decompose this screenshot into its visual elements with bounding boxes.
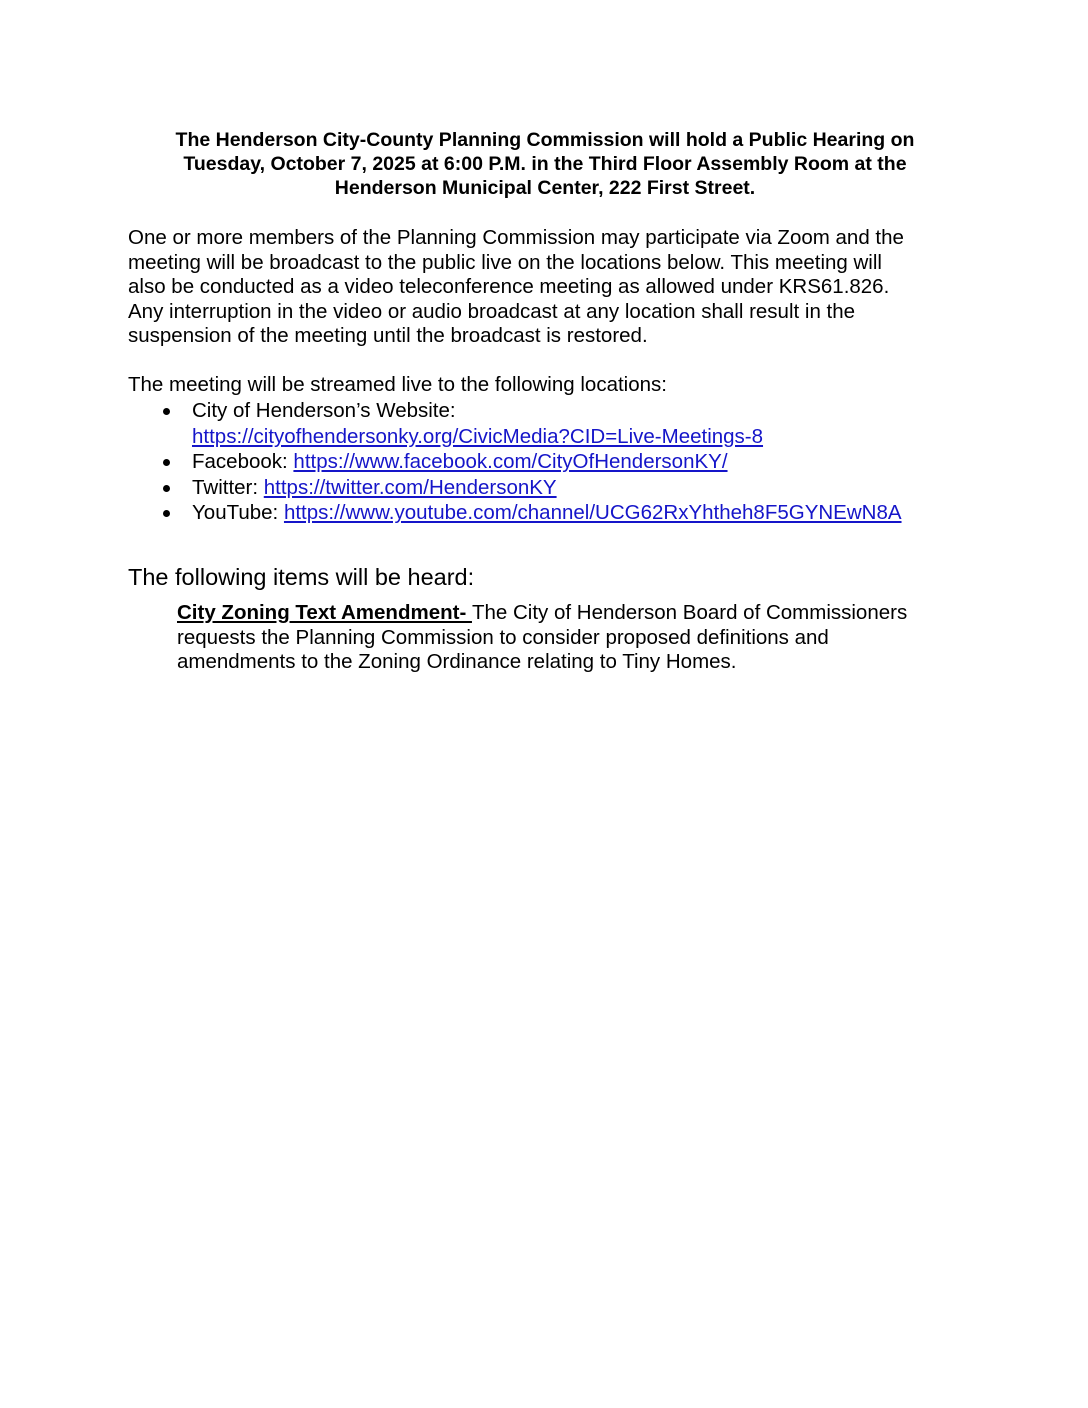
heading-line: Henderson Municipal Center, 222 First Street. [334,177,756,199]
paragraph-line: also be conducted as a video teleconference meeting as allowed under KRS61.826. [128,275,890,299]
items-heading: The following items will be heard: [128,564,475,590]
stream-locations-list [128,398,1028,526]
stream-label-twitter: Twitter: [192,475,264,499]
stream-label-facebook: Facebook: [192,450,294,474]
agenda-item-line: requests the Planning Commission to consider proposed definitions and [177,625,829,649]
agenda-item-line: amendments to the Zoning Ordinance relating to Tiny Homes. [177,650,737,674]
twitter-link[interactable]: https://twitter.com/HendersonKY [263,475,557,499]
bullet-icon [163,408,170,415]
stream-label-youtube: YouTube: [192,501,284,525]
bullet-icon [163,485,170,492]
agenda-item [177,601,977,675]
agenda-item-line [177,601,977,626]
agenda-item-text: The City of Henderson Board of Commissioners [471,601,908,624]
paragraph-line: meeting will be broadcast to the public live on the locations below. This meeting will [128,250,882,274]
list-item [128,398,1028,449]
stream-label-website: City of Henderson’s Website: [192,399,456,422]
youtube-link[interactable]: https://www.youtube.com/channel/UCG62RxYhtheh8F5GYNEwN8A [283,501,902,525]
paragraph-line: One or more members of the Planning Commission may participate via Zoom and the [128,226,904,249]
heading-line: Tuesday, October 7, 2025 at 6:00 P.M. in the Third Floor Assembly Room at the [183,153,907,175]
bullet-icon [163,459,170,466]
list-item [128,449,1028,475]
paragraph-line: suspension of the meeting until the broadcast is restored. [128,324,648,348]
hearing-notice-heading [130,128,960,200]
website-link[interactable]: https://cityofhendersonky.org/CivicMedia?CID=Live-Meetings-8 [192,424,764,448]
paragraph-line: Any interruption in the video or audio broadcast at any location shall result in the [128,299,856,323]
agenda-item-title: City Zoning Text Amendment- [177,601,472,624]
facebook-link[interactable]: https://www.facebook.com/CityOfHendersonKY/ [293,450,728,474]
list-item [128,500,1028,526]
list-item [128,475,1028,501]
participation-paragraph [128,226,968,349]
heading-line: The Henderson City-County Planning Commission will hold a Public Hearing on [175,129,915,151]
bullet-icon [163,510,170,517]
stream-intro: The meeting will be streamed live to the following locations: [128,373,667,396]
